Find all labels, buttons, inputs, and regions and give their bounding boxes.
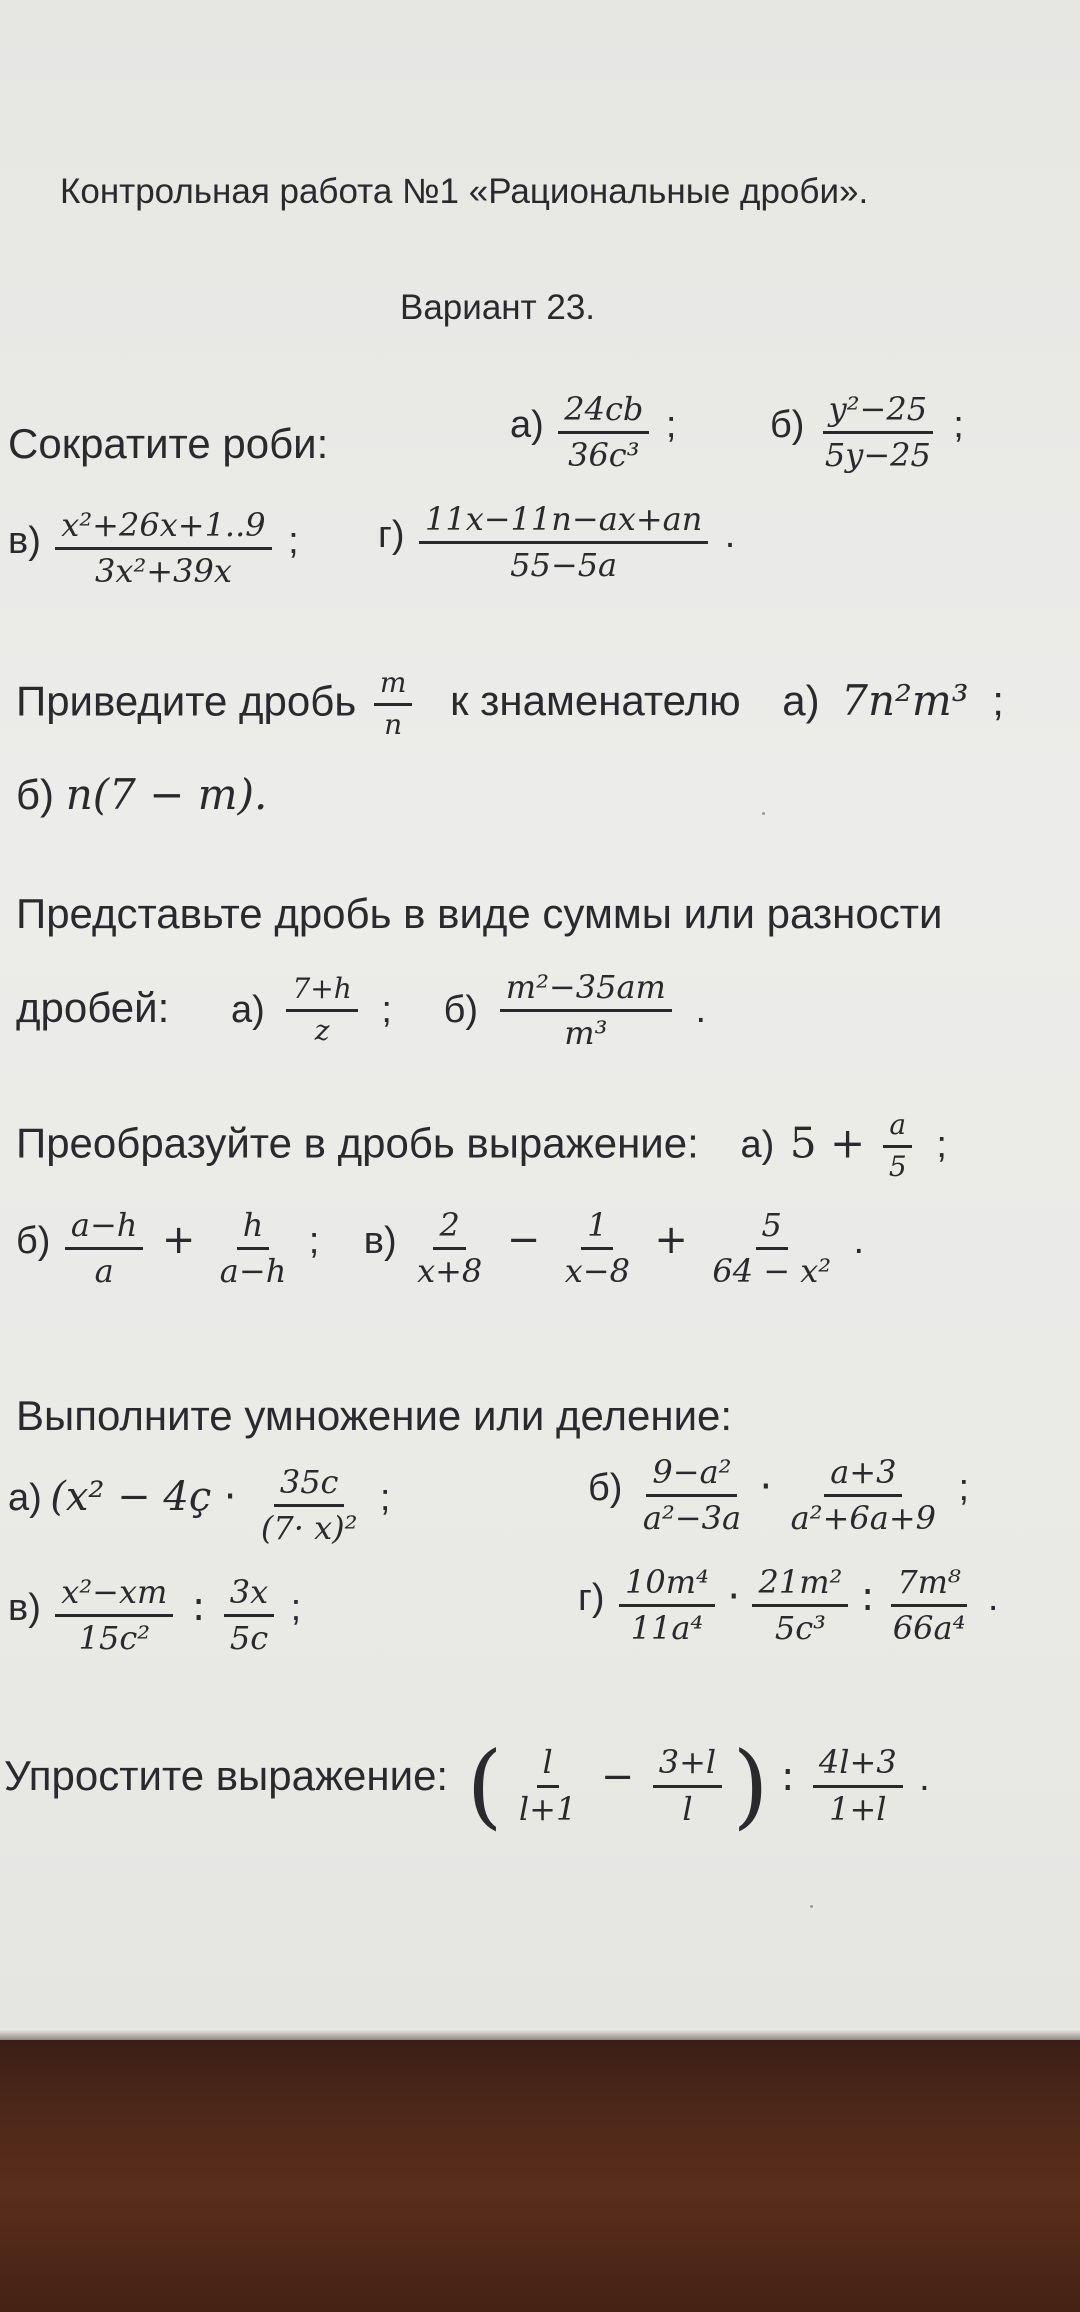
task4-b-end: ; — [308, 1219, 320, 1262]
task4-v-fraction3 — [706, 1208, 837, 1289]
task4-v-numerator3: 5 — [756, 1208, 788, 1250]
task1-b-denominator: 5y−25 — [824, 436, 931, 475]
task6-fraction1 — [513, 1745, 582, 1826]
task6-end: . — [919, 1757, 930, 1800]
task4-v-denominator1: x+8 — [417, 1252, 483, 1291]
task4-a-label: а) — [740, 1124, 775, 1167]
task6-right-paren: ) — [732, 1732, 769, 1839]
task2-line2 — [16, 770, 267, 819]
task5-g-fraction3 — [887, 1565, 972, 1646]
task3-a-fraction — [286, 974, 357, 1047]
task5-v — [8, 1575, 301, 1656]
task5-g-dot: · — [727, 1573, 741, 1620]
task6-denominator2: l — [682, 1789, 693, 1828]
task1-b-numerator: y²−25 — [823, 392, 933, 434]
task5-b-label: б) — [588, 1466, 623, 1509]
task5-a-end: ; — [379, 1476, 391, 1519]
task3-a-denominator: z — [314, 1014, 330, 1048]
task5-b-denominator1: a²−3a — [642, 1499, 742, 1538]
task5-a-numerator: 35ⅽ — [274, 1465, 345, 1507]
task4-b-denominator1: a — [94, 1252, 114, 1291]
task4-line1 — [16, 1110, 947, 1183]
task1-v-denominator: 3x²+39x — [95, 552, 232, 591]
task4-b-numerator2: h — [237, 1208, 270, 1250]
task3-a-label: а) — [230, 988, 265, 1031]
task5-g-fraction1 — [619, 1565, 715, 1646]
task2-denominator: n — [384, 707, 403, 741]
task5-a-label: а) — [8, 1476, 42, 1519]
task4-v-op2: + — [654, 1216, 688, 1263]
task1-a — [510, 392, 676, 473]
task5-prompt: Выполните умножение или деление: — [16, 1392, 733, 1439]
task5-v-numerator1: x²−xm — [55, 1575, 173, 1617]
task5-b-numerator2: a+3 — [824, 1455, 902, 1497]
task6-op2: : — [780, 1754, 795, 1801]
task5-b-fraction2 — [785, 1455, 942, 1536]
task2-prompt: Приведите дробь — [16, 677, 357, 725]
task6-line — [4, 1732, 930, 1839]
task5-g-numerator2: 21m² — [752, 1565, 848, 1607]
task3-prompt-line2: дробей: — [16, 983, 170, 1031]
task5-g-numerator3: 7m⁸ — [891, 1565, 967, 1607]
task3-b-denominator: m³ — [564, 1014, 608, 1053]
task1-a-denominator: 36c³ — [568, 436, 640, 475]
task5-v-numerator2: 3x — [224, 1575, 274, 1617]
paper-speck — [762, 812, 765, 815]
task4-a-numerator: a — [883, 1110, 912, 1148]
task4-b-fraction2 — [214, 1208, 293, 1289]
wooden-desk — [0, 2040, 1080, 2312]
task4-a-fraction — [883, 1110, 913, 1183]
task4-a-denominator: 5 — [888, 1149, 907, 1183]
task4-v-fraction2 — [559, 1208, 636, 1289]
task5-b-dot: · — [759, 1463, 773, 1510]
task5-b-numerator1: 9−a² — [646, 1455, 737, 1497]
task2-b-label: б) — [16, 771, 55, 818]
task6-fraction2 — [653, 1745, 722, 1826]
task5-g-end: . — [987, 1576, 999, 1619]
task5-g-denominator2: 5c³ — [774, 1609, 826, 1648]
task6-denominator1: l+1 — [518, 1789, 577, 1828]
task5-g-op: : — [860, 1573, 875, 1620]
task4-b-op: + — [161, 1216, 196, 1263]
task5-b — [588, 1455, 969, 1536]
task3-b-fraction — [500, 970, 672, 1051]
task3-b-numerator: m²−35am — [500, 970, 672, 1012]
task5-v-fraction1 — [55, 1575, 173, 1656]
task2-numerator: m — [374, 668, 413, 706]
task4-v-denominator3: 64 − x² — [712, 1252, 832, 1291]
task1-a-numerator: 24cb — [558, 392, 649, 434]
variant-label: Вариант 23. — [400, 288, 596, 327]
task5-a-dot: · — [223, 1473, 237, 1520]
task5-g-denominator1: 11a⁴ — [630, 1609, 704, 1648]
task1-g-end: . — [724, 513, 736, 556]
task2-b-expr: n(7 − m). — [65, 770, 268, 819]
task5-a-fraction — [255, 1465, 364, 1546]
task1-g-numerator: 11x−11n−ax+an — [419, 502, 708, 544]
paper-speck — [810, 1905, 813, 1908]
task6-numerator2: 3+l — [653, 1745, 722, 1787]
task1-v — [8, 508, 299, 589]
test-title: Контрольная работа №1 «Рациональные дроби». — [60, 172, 869, 211]
task4-prompt: Преобразуйте в дробь выражение: — [16, 1119, 699, 1167]
task3-b-end: . — [695, 988, 707, 1031]
task4-a-end: ; — [936, 1124, 947, 1167]
task4-a-lead: 5 + — [789, 1118, 866, 1168]
task1-b — [770, 392, 964, 473]
task1-v-fraction — [55, 508, 271, 589]
task5-g — [578, 1565, 998, 1646]
task5-b-fraction1 — [637, 1455, 747, 1536]
task1-v-numerator: x²+26x+1..9 — [55, 508, 271, 550]
task6-left-paren: ( — [466, 1732, 503, 1839]
task1-b-label: б) — [770, 403, 805, 446]
task6-op1: − — [600, 1754, 635, 1801]
task1-g-label: г) — [378, 513, 405, 556]
task6-denominator3: 1+l — [829, 1789, 887, 1828]
task4-v-numerator1: 2 — [433, 1208, 465, 1250]
task5-v-label: в) — [8, 1586, 41, 1629]
task5-g-numerator1: 10m⁴ — [619, 1565, 715, 1607]
task1-g-fraction — [419, 502, 708, 583]
task2-a-expr: 7n²m³ — [841, 676, 969, 726]
task5-v-end: ; — [290, 1586, 302, 1629]
task3-a-numerator: 7+h — [286, 974, 357, 1012]
task3-b-label: б) — [443, 988, 479, 1031]
task2-a-label: а) — [782, 677, 820, 725]
task6-numerator1: l — [537, 1745, 559, 1787]
task2-line1 — [16, 668, 1004, 741]
task1-b-end: ; — [953, 403, 964, 446]
task1-v-label: в) — [8, 519, 41, 562]
task6-numerator3: 4l+3 — [813, 1745, 903, 1787]
task1-v-end: ; — [288, 519, 299, 562]
task5-v-fraction2 — [224, 1575, 274, 1656]
task4-v-numerator2: 1 — [581, 1208, 613, 1250]
task1-a-fraction — [558, 392, 649, 473]
task4-line2 — [16, 1208, 864, 1289]
task5-a — [8, 1465, 390, 1546]
task1-g-denominator: 55−5a — [510, 546, 618, 585]
task6-prompt: Упростите выражение: — [4, 1752, 449, 1800]
task4-b-fraction1 — [65, 1208, 144, 1289]
task2-fraction — [374, 668, 413, 741]
task1-b-fraction — [819, 392, 937, 473]
task1-prompt: Сократите роби: — [8, 420, 329, 467]
task6-fraction3 — [813, 1745, 903, 1826]
task4-b-label: б) — [16, 1219, 51, 1262]
task5-g-label: г) — [578, 1576, 605, 1619]
task1-g — [378, 502, 735, 583]
task5-v-denominator2: 5c — [229, 1619, 269, 1658]
task1-a-end: ; — [665, 403, 677, 446]
task4-b-numerator1: a−h — [65, 1208, 144, 1250]
task3-a-end: ; — [381, 988, 392, 1031]
task5-g-fraction2 — [752, 1565, 848, 1646]
task4-v-fraction1 — [411, 1208, 488, 1289]
task4-v-label: в) — [363, 1219, 397, 1262]
task5-v-op: : — [191, 1583, 206, 1630]
task5-b-denominator2: a²+6a+9 — [790, 1499, 936, 1538]
task5-a-lead: (x² − 4ç — [50, 1473, 212, 1520]
task5-g-denominator3: 66a⁴ — [892, 1609, 966, 1648]
task1-a-label: а) — [510, 403, 544, 446]
task4-v-op1: − — [506, 1216, 541, 1263]
task2-middle: к знаменателю — [450, 677, 741, 725]
task4-b-denominator2: a−h — [219, 1252, 287, 1291]
task4-v-denominator2: x−8 — [564, 1252, 630, 1291]
task5-b-end: ; — [958, 1466, 969, 1509]
task5-a-denominator: (7· x)² — [260, 1509, 358, 1548]
task3-prompt-line1: Представьте дробь в виде суммы или разности — [16, 890, 943, 937]
task2-a-end: ; — [992, 677, 1004, 725]
task3-line2 — [16, 970, 706, 1051]
task5-v-denominator1: 15c² — [78, 1619, 151, 1658]
task4-v-end: . — [853, 1219, 865, 1262]
